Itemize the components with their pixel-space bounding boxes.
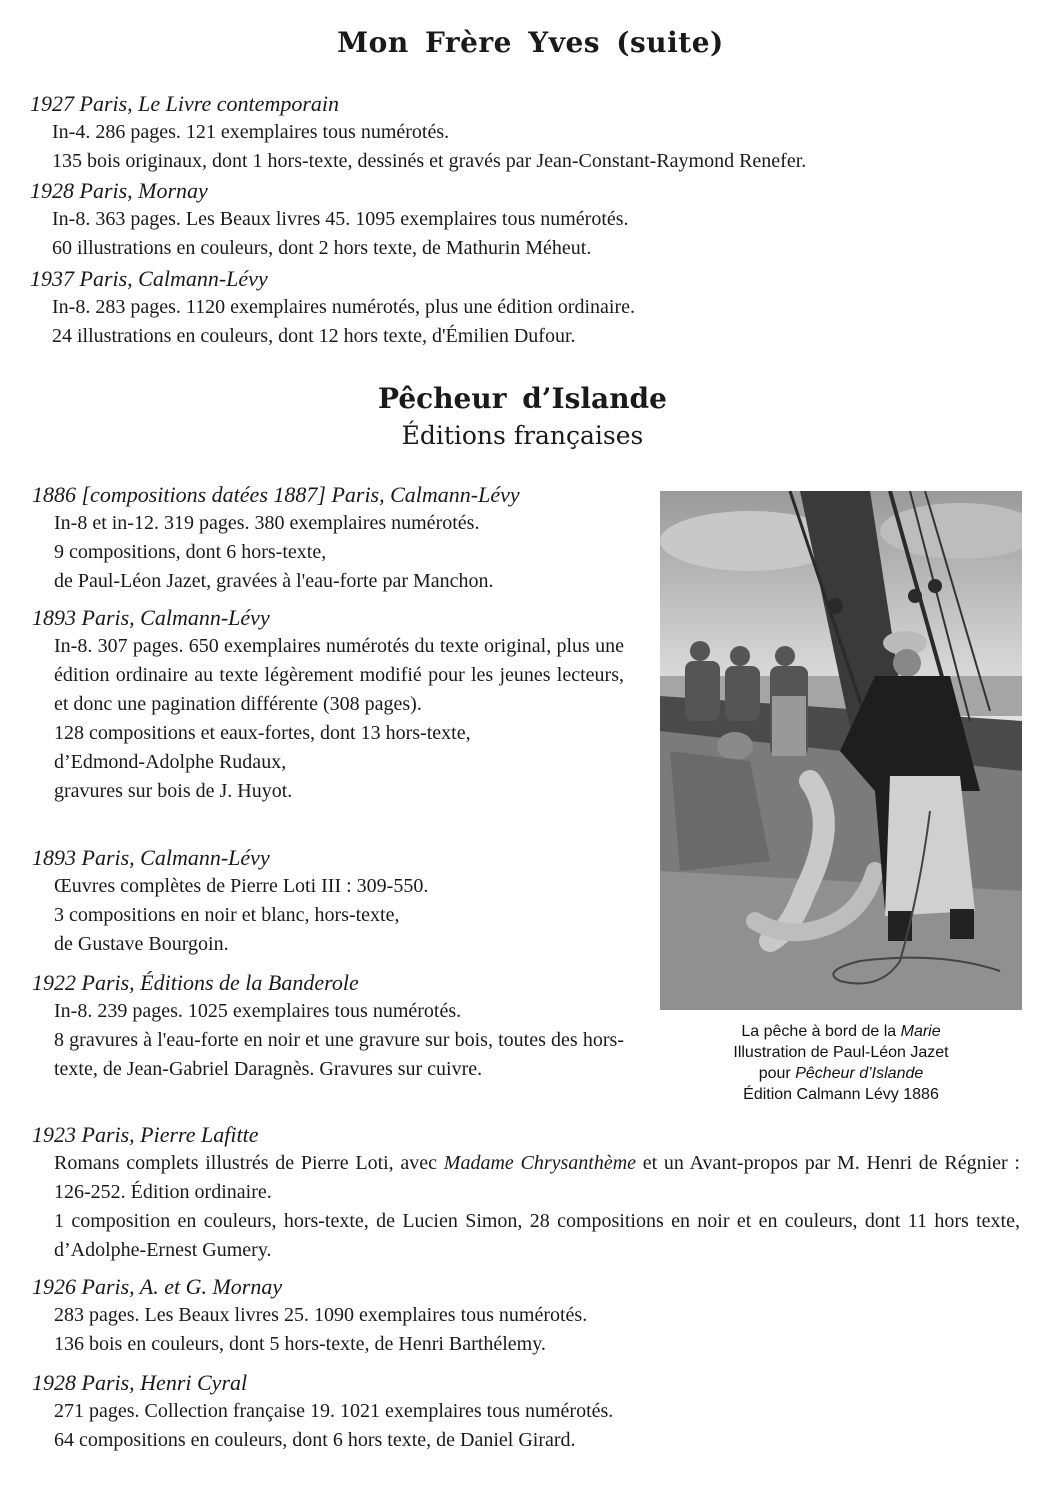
edition-heading: 1893 Paris, Calmann-Lévy bbox=[32, 845, 270, 870]
edition-entry-1926 bbox=[32, 1272, 587, 1359]
edition-heading: 1927 Paris, Le Livre contemporain bbox=[30, 91, 339, 116]
edition-line: In-8. 239 pages. 1025 exemplaires tous numérotés. bbox=[54, 1000, 462, 1022]
caption-ship-name: Marie bbox=[900, 1023, 941, 1040]
illustration-fishing-scene bbox=[660, 491, 1022, 1010]
edition-line: In-4. 286 pages. 121 exemplaires tous numérotés. bbox=[52, 121, 450, 143]
book-title-madame-chrysantheme: Madame Chrysanthème bbox=[443, 1152, 637, 1174]
edition-heading: 1928 Paris, Mornay bbox=[30, 178, 208, 203]
edition-entry-1923 bbox=[32, 1120, 1020, 1265]
edition-line: gravures sur bois de J. Huyot. bbox=[54, 780, 293, 802]
section-subtitle: Éditions françaises bbox=[401, 421, 644, 450]
edition-entry-1893-a bbox=[32, 603, 624, 806]
edition-line: 24 illustrations en couleurs, dont 12 hors texte, d'Émilien Dufour. bbox=[52, 325, 576, 347]
edition-entry-1927 bbox=[30, 89, 806, 176]
edition-line: 9 compositions, dont 6 hors-texte, bbox=[54, 541, 327, 563]
edition-line: de Paul-Léon Jazet, gravées à l'eau-forte par Manchon. bbox=[54, 570, 494, 592]
edition-paragraph: In-8. 307 pages. 650 exemplaires numérotés du texte original, plus une édition ordinaire au texte légèrement modifié pour les jeunes lecteurs, et donc une pagination différente (308 pages). bbox=[54, 635, 624, 715]
caption-line-4: Édition Calmann Lévy 1886 bbox=[743, 1086, 939, 1103]
caption-book-title: Pêcheur d’Islande bbox=[795, 1065, 924, 1082]
edition-entry-1893-b bbox=[32, 843, 428, 959]
edition-line: de Gustave Bourgoin. bbox=[54, 933, 229, 955]
section-title-mon-frere-yves: Mon Frère Yves (suite) bbox=[337, 26, 724, 59]
edition-entry-1886 bbox=[32, 480, 520, 596]
edition-entry-1928 bbox=[30, 176, 629, 263]
edition-line: 64 compositions en couleurs, dont 6 hors texte, de Daniel Girard. bbox=[54, 1429, 576, 1451]
edition-paragraph: 1 composition en couleurs, hors-texte, de Lucien Simon, 28 compositions en noir et en couleurs, dont 11 hors texte, d’Adolphe-Ernest Gumery. bbox=[54, 1210, 1020, 1261]
edition-line: 135 bois originaux, dont 1 hors-texte, dessinés et gravés par Jean-Constant-Raymond Renefer. bbox=[52, 150, 807, 172]
illustration-drawing bbox=[660, 491, 1022, 1010]
edition-heading: 1923 Paris, Pierre Lafitte bbox=[32, 1122, 259, 1147]
edition-paragraph bbox=[32, 1149, 1020, 1207]
section-title-pecheur-d-islande: Pêcheur d’Islande bbox=[378, 382, 667, 415]
edition-line: 3 compositions en noir et blanc, hors-texte, bbox=[54, 904, 400, 926]
edition-line: Œuvres complètes de Pierre Loti III : 309-550. bbox=[54, 875, 429, 897]
caption-text: La pêche à bord de la bbox=[741, 1023, 901, 1040]
caption-line-3 bbox=[660, 1063, 1022, 1084]
edition-entry-1937 bbox=[30, 264, 635, 351]
edition-heading: 1922 Paris, Éditions de la Banderole bbox=[32, 970, 359, 995]
caption-line-2: Illustration de Paul-Léon Jazet bbox=[733, 1044, 949, 1061]
edition-line: In-8 et in-12. 319 pages. 380 exemplaires numérotés. bbox=[54, 512, 480, 534]
paragraph-text: Romans complets illustrés de Pierre Loti, avec bbox=[54, 1152, 444, 1174]
edition-heading: 1926 Paris, A. et G. Mornay bbox=[32, 1274, 283, 1299]
edition-line: d’Edmond-Adolphe Rudaux, bbox=[54, 751, 287, 773]
edition-heading: 1893 Paris, Calmann-Lévy bbox=[32, 605, 270, 630]
edition-line: In-8. 283 pages. 1120 exemplaires numérotés, plus une édition ordinaire. bbox=[52, 296, 635, 318]
caption-text: pour bbox=[758, 1065, 796, 1082]
edition-line: 128 compositions et eaux-fortes, dont 13 hors-texte, bbox=[54, 722, 471, 744]
edition-heading: 1937 Paris, Calmann-Lévy bbox=[30, 266, 268, 291]
paragraph-text: et un Avant-propos par M. Henri de Régnier : 126-252. Édition ordinaire. bbox=[54, 1152, 1020, 1203]
edition-entry-1922 bbox=[32, 968, 624, 1084]
edition-line: In-8. 363 pages. Les Beaux livres 45. 1095 exemplaires tous numérotés. bbox=[52, 208, 629, 230]
edition-paragraph: 8 gravures à l'eau-forte en noir et une gravure sur bois, toutes des hors-texte, de Jean-Gabriel Daragnès. Gravures sur cuivre. bbox=[54, 1029, 624, 1080]
edition-line: 283 pages. Les Beaux livres 25. 1090 exemplaires tous numérotés. bbox=[54, 1304, 588, 1326]
edition-entry-1928-cyral bbox=[32, 1368, 613, 1455]
edition-line: 136 bois en couleurs, dont 5 hors-texte, de Henri Barthélemy. bbox=[54, 1333, 546, 1355]
edition-heading: 1886 [compositions datées 1887] Paris, Calmann-Lévy bbox=[32, 482, 520, 507]
caption-line-1 bbox=[660, 1021, 1022, 1042]
edition-line: 60 illustrations en couleurs, dont 2 hors texte, de Mathurin Méheut. bbox=[52, 237, 592, 259]
edition-heading: 1928 Paris, Henri Cyral bbox=[32, 1370, 248, 1395]
edition-line: 271 pages. Collection française 19. 1021 exemplaires tous numérotés. bbox=[54, 1400, 614, 1422]
illustration-caption bbox=[660, 1021, 1022, 1105]
